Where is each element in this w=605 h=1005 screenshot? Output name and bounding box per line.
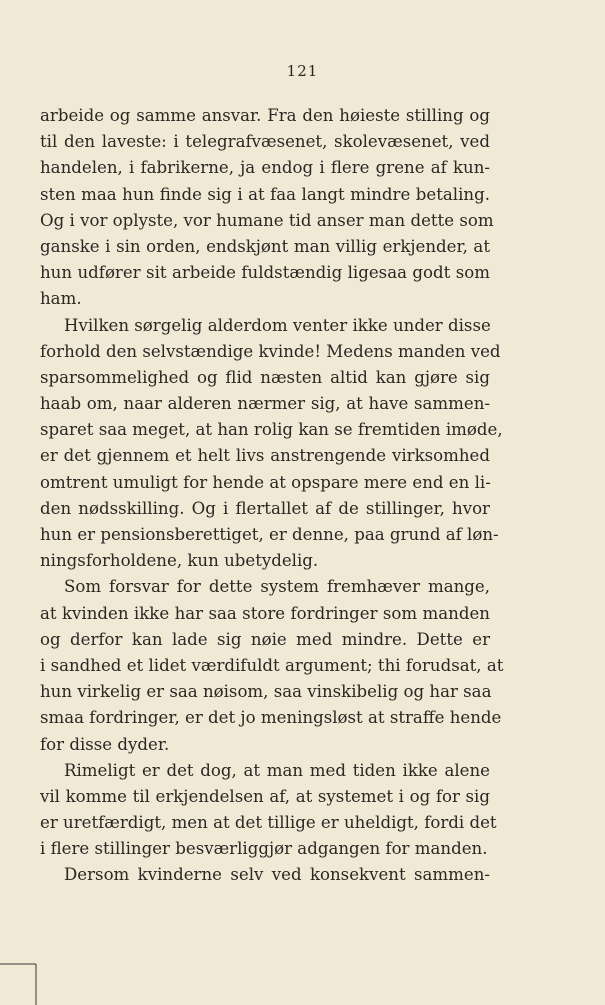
- body-text: [40, 103, 504, 889]
- text-line: sten maa hun finde sig i at faa langt mindre betaling.: [40, 184, 490, 204]
- text-line: Som forsvar for dette system fremhæver mange,: [64, 577, 490, 597]
- text-line: haab om, naar alderen nærmer sig, at have sammen-: [40, 394, 490, 414]
- text-line: ganske i sin orden, endskjønt man villig erkjender, at: [40, 236, 490, 256]
- text-line: at kvinden ikke har saa store fordringer som manden: [40, 603, 490, 623]
- text-line: i sandhed et lidet værdifuldt argument; thi forudsat, at: [40, 655, 504, 675]
- text-line: til den laveste: i telegrafvæsenet, skolevæsenet, ved: [40, 132, 490, 152]
- text-line: Rimeligt er det dog, at man med tiden ikke alene: [64, 760, 490, 780]
- text-line: forhold den selvstændige kvinde! Medens manden ved: [40, 341, 501, 361]
- text-line: Dersom kvinderne selv ved konsekvent sammen-: [64, 865, 490, 885]
- text-line: ham.: [40, 289, 82, 309]
- text-line: i flere stillinger besværliggjør adgangen for manden.: [40, 839, 488, 859]
- text-line: hun udfører sit arbeide fuldstændig ligesaa godt som: [40, 263, 490, 283]
- text-line: sparet saa meget, at han rolig kan se fremtiden imøde,: [40, 420, 503, 440]
- text-line: Og i vor oplyste, vor humane tid anser man dette som: [40, 210, 494, 230]
- text-line: og derfor kan lade sig nøie med mindre. Dette er: [40, 629, 490, 649]
- text-line: vil komme til erkjendelsen af, at systemet i og for sig: [40, 786, 490, 806]
- text-line: den nødsskilling. Og i flertallet af de stillinger, hvor: [40, 498, 490, 518]
- margin-bracket-mark: [0, 958, 40, 1005]
- text-line: ningsforholdene, kun ubetydelig.: [40, 551, 319, 571]
- text-line: omtrent umuligt for hende at opspare mere end en li-: [40, 472, 491, 492]
- page-number: 121: [286, 62, 319, 80]
- text-line: er det gjennem et helt livs anstrengende virksomhed: [40, 446, 490, 466]
- text-line: handelen, i fabrikerne, ja endog i flere grene af kun-: [40, 158, 490, 178]
- text-line: for disse dyder.: [40, 734, 170, 754]
- text-line: er uretfærdigt, men at det tillige er uheldigt, fordi det: [40, 813, 497, 833]
- text-line: hun er pensionsberettiget, er denne, paa grund af løn-: [40, 525, 499, 544]
- text-line: smaa fordringer, er det jo meningsløst at straffe hende: [40, 708, 502, 728]
- text-line: arbeide og samme ansvar. Fra den høieste stilling og: [40, 106, 490, 125]
- text-line: sparsommelighed og flid næsten altid kan gjøre sig: [40, 367, 490, 387]
- text-line: hun virkelig er saa nøisom, saa vinskibelig og har saa: [40, 682, 492, 702]
- text-line: Hvilken sørgelig alderdom venter ikke under disse: [64, 315, 491, 335]
